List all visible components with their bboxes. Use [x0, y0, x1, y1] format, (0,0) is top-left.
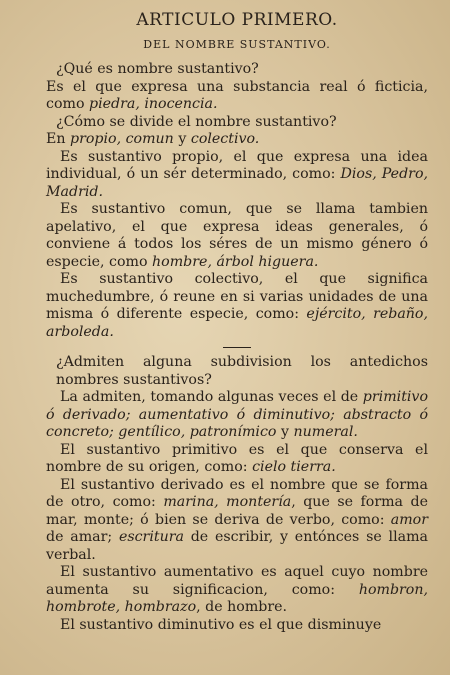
paragraph-derivado-examples-2: amor — [390, 511, 428, 528]
paragraph-derivado — [46, 477, 428, 565]
paragraph-aumentativo — [46, 564, 428, 617]
answer-3 — [46, 389, 428, 442]
paragraph-colectivo-examples: ejército, rebaño, arboleda. — [46, 306, 428, 340]
page-title: ARTICULO PRIMERO. — [136, 10, 338, 30]
answer-2-italic-2: colectivo. — [190, 131, 260, 147]
answer-2 — [46, 131, 428, 149]
paragraph-derivado-text-2: , que se forma de mar, monte; ó bien se deriva de verbo, como: — [46, 494, 428, 528]
paragraph-derivado-text-3: de amar; — [46, 529, 119, 545]
answer-2-text: En — [46, 131, 71, 147]
paragraph-aumentativo-text: El sustantivo aumentativo es aquel cuyo nombre aumenta su significacion, como: — [46, 564, 428, 598]
paragraph-derivado-examples-3: escritura — [118, 529, 184, 545]
question-3: ¿Admiten alguna subdivision los antedichos nombres sustantivos? — [56, 354, 428, 388]
answer-2-conj: y — [173, 131, 191, 147]
answer-1-examples: piedra, inocencia. — [89, 96, 218, 112]
answer-1-text: Es el que expresa una substancia real ó ficticia, como — [46, 78, 428, 112]
answer-3-italic-1: primitivo ó derivado; aumentativo ó diminutivo; abstracto ó concreto; gentílico, patronímico — [46, 389, 428, 440]
page-body — [46, 61, 428, 634]
answer-2-italic-1: propio, comun — [70, 131, 174, 147]
paragraph-comun-examples: hombre, árbol higuera. — [152, 253, 319, 270]
paragraph-comun-text: Es sustantivo comun, que se llama tambien apelativo, el que expresa ideas generales, ó conviene á todos los séres de un mismo género ó especie, como — [46, 201, 428, 270]
question-2: ¿Cómo se divide el nombre sustantivo? — [56, 113, 337, 130]
answer-1 — [46, 79, 428, 114]
paragraph-primitivo — [46, 442, 428, 477]
paragraph-primitivo-examples: cielo tierra. — [252, 459, 336, 475]
section-subtitle: DEL NOMBRE SUSTANTIVO. — [143, 38, 331, 51]
paragraph-colectivo — [46, 271, 428, 341]
answer-3-conj: y — [276, 424, 294, 440]
paragraph-primitivo-text: El sustantivo primitivo es el que conserva el nombre de su origen, como: — [46, 441, 428, 475]
paragraph-derivado-text-4: de escribir, y entónces se llama verbal. — [46, 529, 428, 563]
paragraph-aumentativo-examples: hombron, hombrote, hombrazo — [46, 581, 428, 615]
paragraph-propio — [46, 149, 428, 202]
paragraph-propio-examples: Dios, Pedro, Madrid. — [46, 166, 428, 200]
answer-3-italic-2: numeral. — [293, 424, 358, 440]
paragraph-propio-text: Es sustantivo propio, el que expresa una idea individual, ó un sér determinado, como: — [46, 148, 428, 182]
section-divider — [223, 347, 251, 348]
paragraph-diminutivo: El sustantivo diminutivo es el que disminuye — [60, 616, 382, 633]
paragraph-derivado-text-1: El sustantivo derivado es el nombre que se forma de otro, como: — [46, 476, 428, 510]
paragraph-colectivo-text: Es sustantivo colectivo, el que significa muchedumbre, ó reune en si varias unidades de una misma ó diferente especie, como: — [46, 271, 428, 322]
paragraph-comun — [46, 201, 428, 271]
paragraph-derivado-examples-1: marina, montería — [163, 494, 292, 510]
question-1: ¿Qué es nombre sustantivo? — [56, 61, 259, 77]
answer-3-text: La admiten, tomando algunas veces el de — [60, 389, 363, 405]
paragraph-aumentativo-tail: , de hombre. — [196, 599, 288, 615]
